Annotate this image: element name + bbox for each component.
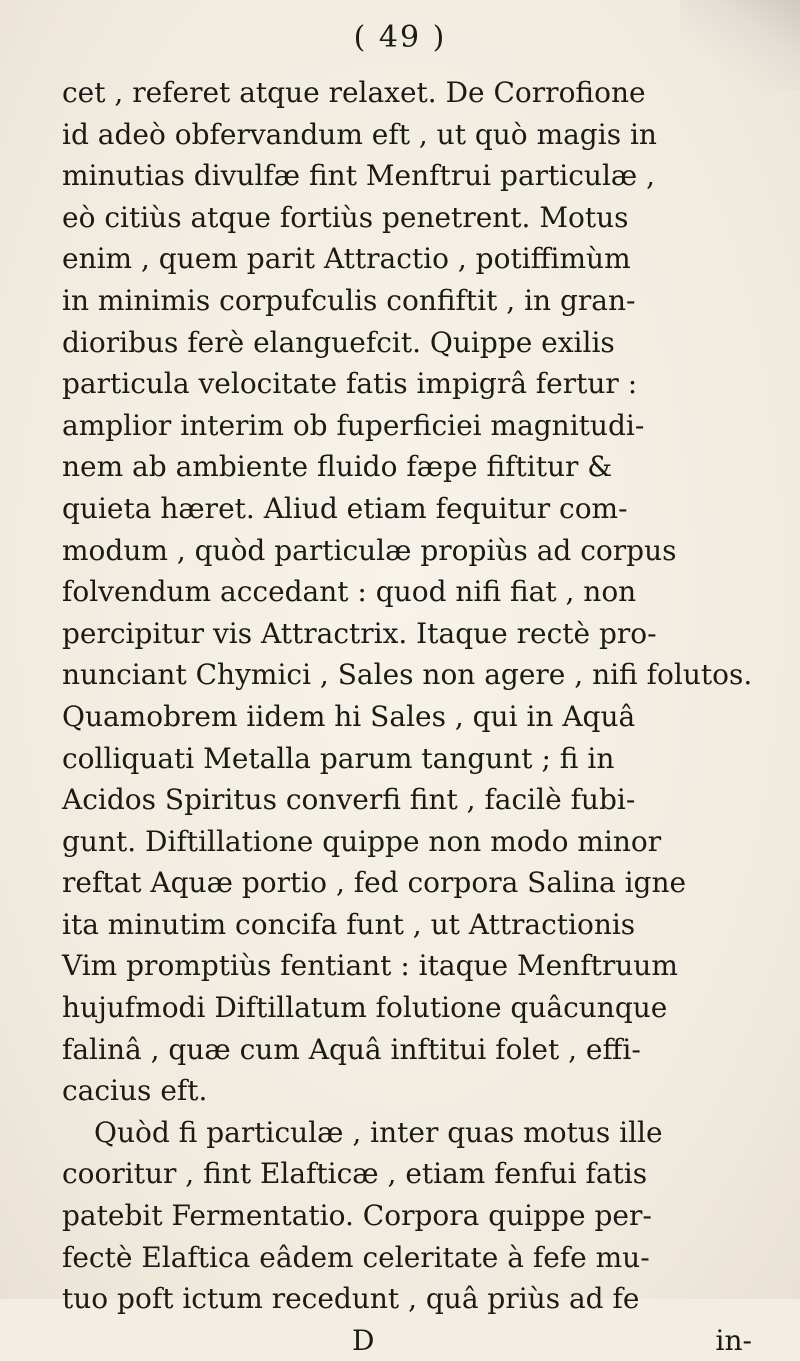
signature-mark: D xyxy=(352,1323,375,1357)
text-line: dioribus ferè elanguefcit. Quippe exilis xyxy=(62,325,615,359)
catchword: in- xyxy=(715,1323,752,1357)
text-line: percipitur vis Attractrix. Itaque rectè pro- xyxy=(62,616,657,650)
text-line: hujufmodi Diftillatum folutione quâcunque xyxy=(62,991,668,1025)
text-line: Quòd fi particulæ , inter quas motus ille xyxy=(94,1115,663,1149)
text-line: nem ab ambiente fluido fæpe fiftitur & xyxy=(62,450,613,484)
text-line: gunt. Diftillatione quippe non modo minor xyxy=(62,824,662,858)
text-line: ita minutim concifa funt , ut Attractionis xyxy=(62,907,636,941)
text-line: cooritur , fint Elafticæ , etiam fenfui fatis xyxy=(62,1157,648,1191)
text-line: eò citiùs atque fortiùs penetrent. Motus xyxy=(62,200,629,234)
text-line: reftat Aquæ portio , fed corpora Salina igne xyxy=(62,866,687,900)
text-line: fectè Elaftica eâdem celeritate à fefe mu- xyxy=(62,1240,650,1274)
text-line: folvendum accedant : quod nifi fiat , non xyxy=(62,575,637,609)
text-line: cet , referet atque relaxet. De Corrofione xyxy=(62,76,646,109)
text-line: Acidos Spiritus converfi fint , facilè fubi- xyxy=(62,783,636,817)
text-line: cacius eft. xyxy=(62,1074,208,1108)
text-line: Vim promptiùs fentiant : itaque Menftruum xyxy=(62,949,678,983)
text-line: particula velocitate fatis impigrâ fertur : xyxy=(62,367,638,401)
text-line: modum , quòd particulæ propiùs ad corpus xyxy=(62,533,677,567)
text-line: minutias divulfæ fint Menftrui particulæ , xyxy=(62,159,656,193)
body-text xyxy=(62,72,762,1361)
text-line: quieta hæret. Aliud etiam fequitur com- xyxy=(62,491,628,525)
page-number: ( 49 ) xyxy=(353,20,447,55)
text-line: tuo poft ictum recedunt , quâ priùs ad fe xyxy=(62,1282,640,1316)
text-line: colliquati Metalla parum tangunt ; fi in xyxy=(62,741,615,775)
text-line: id adeò obfervandum eft , ut quò magis in xyxy=(62,117,657,151)
text-line: patebit Fermentatio. Corpora quippe per- xyxy=(62,1199,652,1233)
footer-line xyxy=(62,1320,762,1361)
text-line: Quamobrem iidem hi Sales , qui in Aquâ xyxy=(62,699,636,733)
text-line: falinâ , quæ cum Aquâ inftitui folet , effi- xyxy=(62,1032,641,1066)
text-line: nunciant Chymici , Sales non agere , nifi folutos. xyxy=(62,658,753,692)
text-line: amplior interim ob fuperficiei magnitudi- xyxy=(62,408,645,442)
text-line: in minimis corpufculis confiftit , in gran- xyxy=(62,283,636,317)
text-line: enim , quem parit Attractio , potiffimùm xyxy=(62,242,631,276)
